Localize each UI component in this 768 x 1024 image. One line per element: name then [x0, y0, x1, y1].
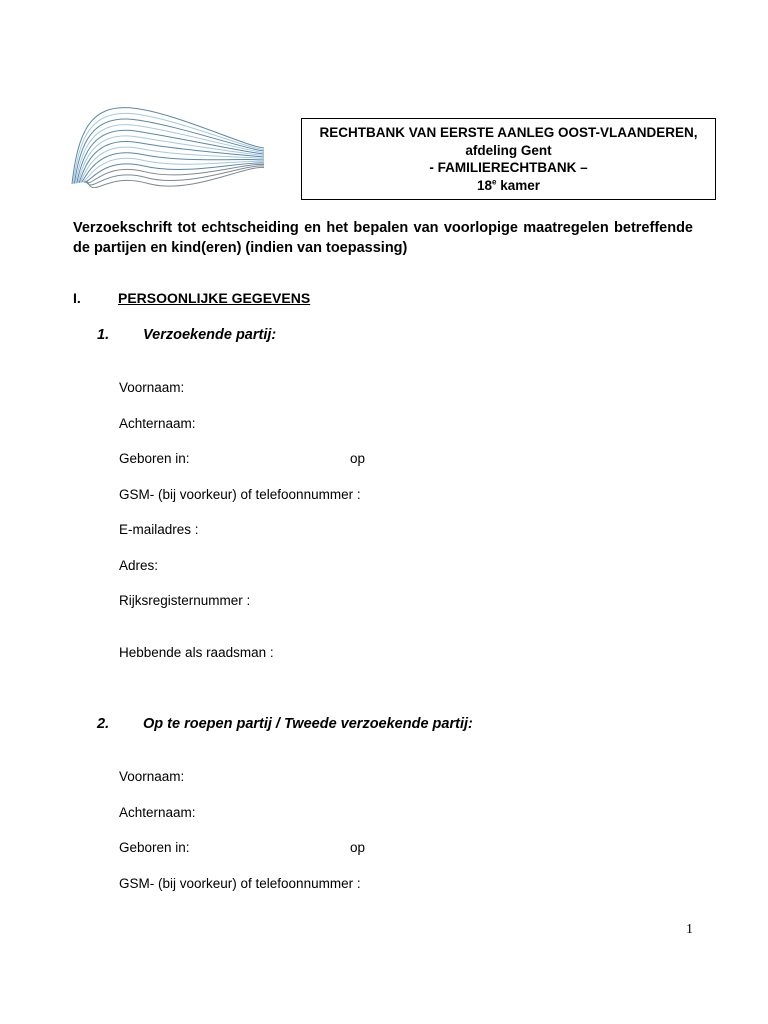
court-building-logo: [70, 98, 266, 188]
court-type: - FAMILIERECHTBANK –: [429, 160, 588, 175]
party2-phone-label: GSM- (bij voorkeur) of telefoonnummer :: [119, 876, 361, 891]
section-number: I.: [73, 290, 81, 306]
party1-born-on-label: op: [350, 451, 366, 466]
document-title: Verzoekschrift tot echtscheiding en het bepalen van voorlopige maatregelen betreffende de partijen en kind(eren) (indien van toepassing): [73, 220, 693, 256]
party1-counsel-label: Hebbende als raadsman :: [119, 645, 274, 660]
party1-number: 1.: [97, 327, 110, 343]
party2-born-in-label: Geboren in:: [119, 840, 190, 855]
court-name: RECHTBANK VAN EERSTE AANLEG OOST-VLAANDEREN,: [319, 125, 698, 140]
party1-address-label: Adres:: [119, 558, 159, 573]
party2-first-name-label: Voornaam:: [119, 769, 185, 784]
party1-last-name-label: Achternaam:: [119, 416, 196, 431]
party1-national-number-label: Rijksregisternummer :: [119, 593, 251, 608]
section-heading-personal-data: [73, 290, 310, 306]
party2-number: 2.: [97, 716, 110, 732]
party1-born-in-label: Geboren in:: [119, 451, 190, 466]
party1-email-label: E-mailadres :: [119, 522, 199, 537]
party1-phone-label: GSM- (bij voorkeur) of telefoonnummer :: [119, 487, 361, 502]
party2-born-on-label: op: [350, 840, 366, 855]
party2-last-name-label: Achternaam:: [119, 805, 196, 820]
section-title: PERSOONLIJKE GEGEVENS: [118, 290, 311, 306]
party1-title: Verzoekende partij:: [143, 327, 277, 343]
party1-first-name-label: Voornaam:: [119, 380, 185, 395]
court-header-box: [301, 118, 716, 200]
court-division: afdeling Gent: [465, 142, 552, 158]
party2-title: Op te roepen partij / Tweede verzoekende partij:: [143, 716, 473, 732]
logo-curve: [74, 119, 264, 184]
court-chamber: 18e kamer: [476, 177, 541, 193]
page-number: 1: [686, 922, 693, 937]
